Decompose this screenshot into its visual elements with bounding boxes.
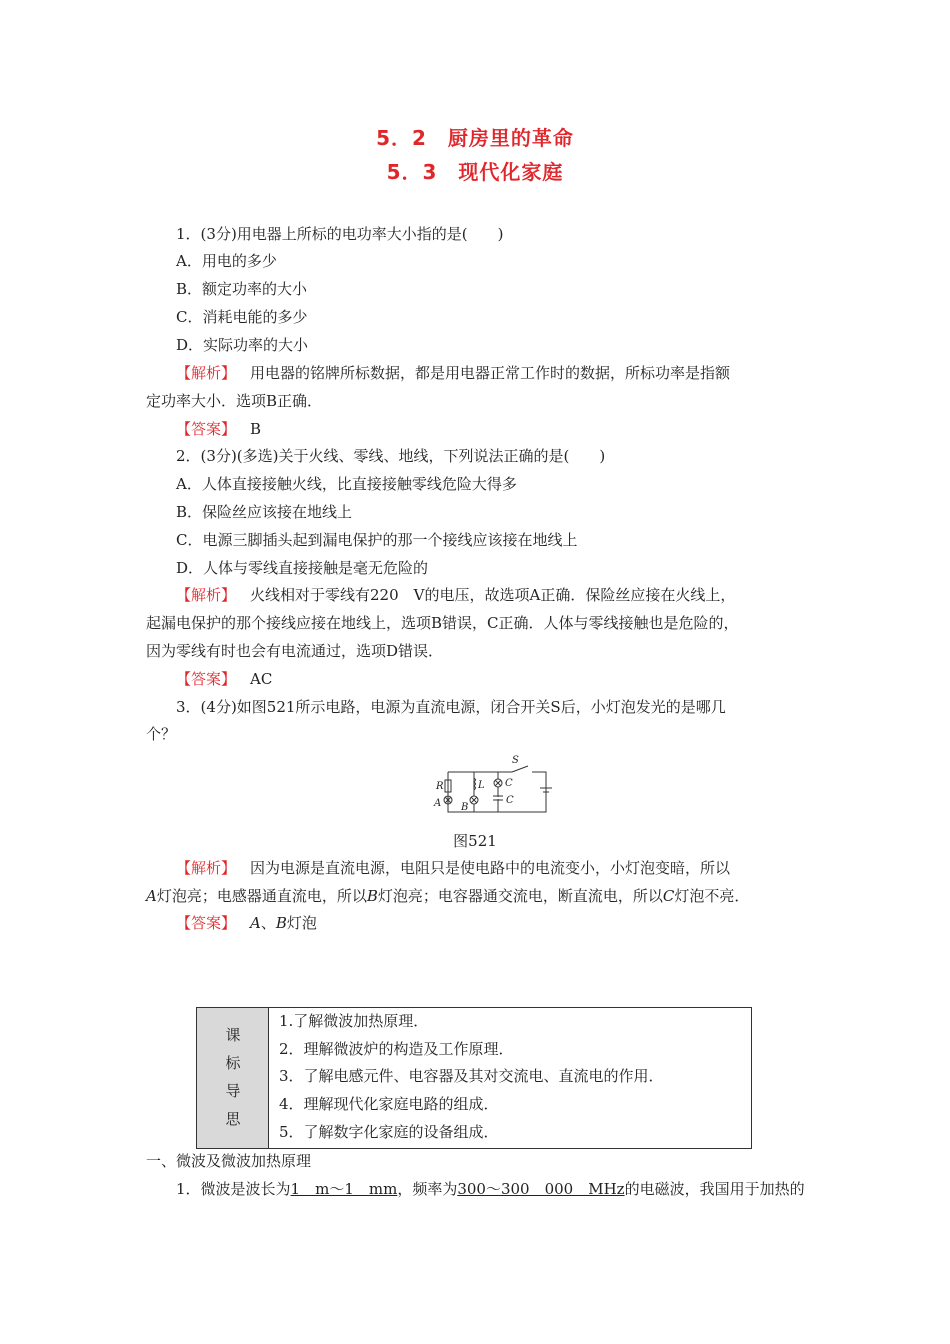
objective-item: 4．理解现代化家庭电路的组成． bbox=[279, 1095, 499, 1113]
q3-stem-1: 3．(4分)如图521所示电路，电源为直流电源，闭合开关S后，小灯泡发光的是哪几 bbox=[176, 698, 726, 716]
analysis-tag: 【解析】 bbox=[176, 364, 237, 382]
q1-analysis bbox=[176, 363, 730, 383]
label-c1: C bbox=[505, 778, 513, 789]
q1-answer-value: B bbox=[250, 420, 262, 438]
q2-option-b: B．保险丝应该接在地线上 bbox=[176, 503, 353, 521]
q3-answer: 【答案】 A、B灯泡 bbox=[176, 914, 317, 932]
section-heading: 一、微波及微波加热原理 bbox=[146, 1152, 312, 1170]
label-r: R bbox=[436, 781, 444, 792]
objectives-box bbox=[196, 1007, 752, 1149]
q2-analysis-text-2: 起漏电保护的那个接线应接在地线上，选项B错误，C正确．人体与零线接触也是危险的， bbox=[146, 614, 739, 632]
label-s: S bbox=[512, 755, 519, 766]
q3-analysis-text-1: 因为电源是直流电源，电阻只是使电路中的电流变小，小灯泡变暗，所以 bbox=[250, 859, 731, 877]
label-l: L bbox=[478, 780, 485, 791]
q2-answer-value: AC bbox=[250, 670, 273, 688]
q2-option-c: C．电源三脚插头起到漏电保护的那一个接线应该接在地线上 bbox=[176, 531, 578, 549]
q1-option-b: B．额定功率的大小 bbox=[176, 280, 308, 298]
q1-option-d: D．实际功率的大小 bbox=[176, 336, 309, 354]
circuit-diagram bbox=[428, 754, 558, 816]
analysis-tag: 【解析】 bbox=[176, 859, 237, 877]
q3-stem-2: 个？ bbox=[146, 725, 177, 743]
page-title-2: 5．3 现代化家庭 bbox=[386, 160, 564, 184]
section-paragraph-1: 1．微波是波长为1 m～1 mm，频率为300～300 000 MHz的电磁波，我国用于加热的 bbox=[176, 1180, 805, 1198]
label-c2: C bbox=[506, 795, 514, 806]
q2-option-a: A．人体直接接触火线，比直接接触零线危险大得多 bbox=[176, 475, 517, 493]
q2-analysis-text-3: 因为零线有时也会有电流通过，选项D错误． bbox=[146, 642, 444, 660]
objective-item: 2．理解微波炉的构造及工作原理． bbox=[279, 1040, 514, 1058]
answer-tag: 【答案】 bbox=[176, 420, 237, 438]
objective-item: 3．了解电感元件、电容器及其对交流电、直流电的作用． bbox=[279, 1067, 664, 1085]
q1-stem: 1．(3分)用电器上所标的电功率大小指的是( ) bbox=[176, 225, 504, 243]
label-b: B bbox=[461, 802, 469, 813]
q1-analysis-text-1: 用电器的铭牌所标数据，都是用电器正常工作时的数据，所标功率是指额 bbox=[250, 364, 731, 382]
answer-tag: 【答案】 bbox=[176, 670, 237, 688]
q1-option-c: C．消耗电能的多少 bbox=[176, 308, 308, 326]
q1-answer bbox=[176, 419, 261, 439]
answer-tag: 【答案】 bbox=[176, 914, 237, 932]
q3-analysis bbox=[176, 858, 730, 878]
objectives-side-label: 课 标 导 思 bbox=[197, 1008, 269, 1148]
label-a: A bbox=[434, 798, 442, 809]
q2-option-d: D．人体与零线直接接触是毫无危险的 bbox=[176, 559, 429, 577]
q2-analysis bbox=[176, 585, 735, 605]
analysis-tag: 【解析】 bbox=[176, 586, 237, 604]
q3-analysis-text-2: A灯泡亮；电感器通直流电，所以B灯泡亮；电容器通交流电，断直流电，所以C灯泡不亮． bbox=[146, 887, 750, 905]
q2-answer bbox=[176, 669, 272, 689]
q1-analysis-text-2: 定功率大小．选项B正确． bbox=[146, 392, 323, 410]
q2-analysis-text-1: 火线相对于零线有220 V的电压，故选项A正确．保险丝应接在火线上， bbox=[250, 586, 736, 604]
q2-stem: 2．(3分)(多选)关于火线、零线、地线，下列说法正确的是( ) bbox=[176, 447, 606, 465]
q1-option-a: A．用电的多少 bbox=[176, 252, 277, 270]
objective-item: 5．了解数字化家庭的设备组成． bbox=[279, 1123, 499, 1141]
figure-caption: 图521 bbox=[453, 832, 497, 850]
page-title-1: 5．2 厨房里的革命 bbox=[376, 126, 574, 150]
objective-item: 1.了解微波加热原理． bbox=[279, 1012, 429, 1030]
